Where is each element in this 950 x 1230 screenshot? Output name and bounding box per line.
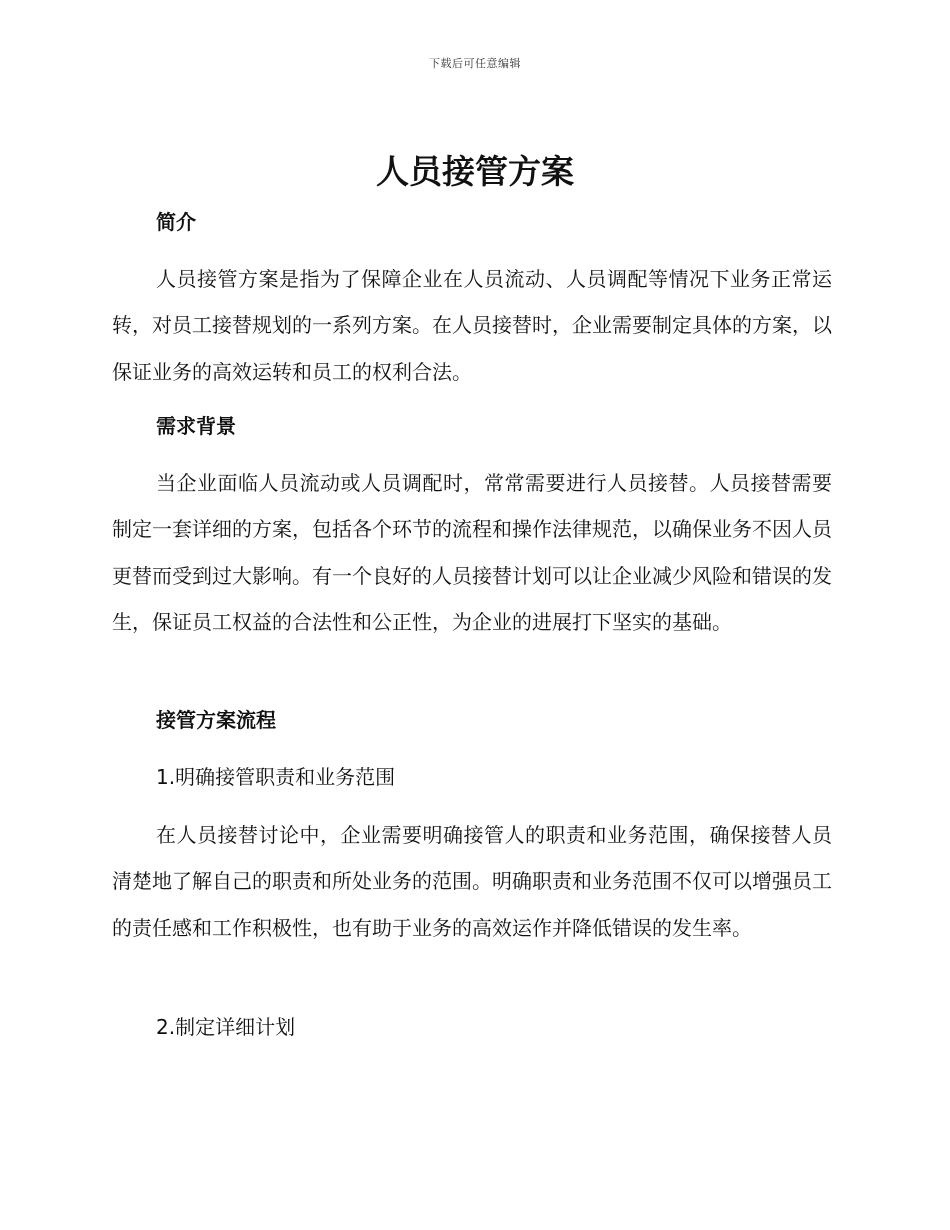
section-heading-process: 接管方案流程: [156, 708, 276, 732]
section-heading-background: 需求背景: [156, 414, 236, 438]
paragraph-intro: 人员接管方案是指为了保障企业在人员流动、人员调配等情况下业务正常运转，对员工接替规划的一系列方案。在人员接替时，企业需要制定具体的方案，以保证业务的高效运转和员工的权利合法。: [112, 267, 832, 384]
section-heading-intro: 简介: [156, 210, 196, 234]
step-title-2: 2.制定详细计划: [156, 1015, 296, 1039]
paragraph-background: 当企业面临人员流动或人员调配时，常常需要进行人员接替。人员接替需要制定一套详细的方案，包括各个环节的流程和操作法律规范，以确保业务不因人员更替而受到过大影响。有一个良好的人员接替计划可以让企业减少风险和错误的发生，保证员工权益的合法性和公正性，为企业的进展打下坚实的基础。: [112, 471, 832, 635]
document-title: 人员接管方案: [376, 152, 574, 191]
paragraph-step-1: 在人员接替讨论中，企业需要明确接管人的职责和业务范围，确保接替人员清楚地了解自己的职责和所处业务的范围。明确职责和业务范围不仅可以增强员工的责任感和工作积极性，也有助于业务的高效运作并降低错误的发生率。: [112, 823, 832, 940]
header-note: 下载后可任意编辑: [429, 57, 521, 70]
step-title-1: 1.明确接管职责和业务范围: [156, 765, 396, 789]
